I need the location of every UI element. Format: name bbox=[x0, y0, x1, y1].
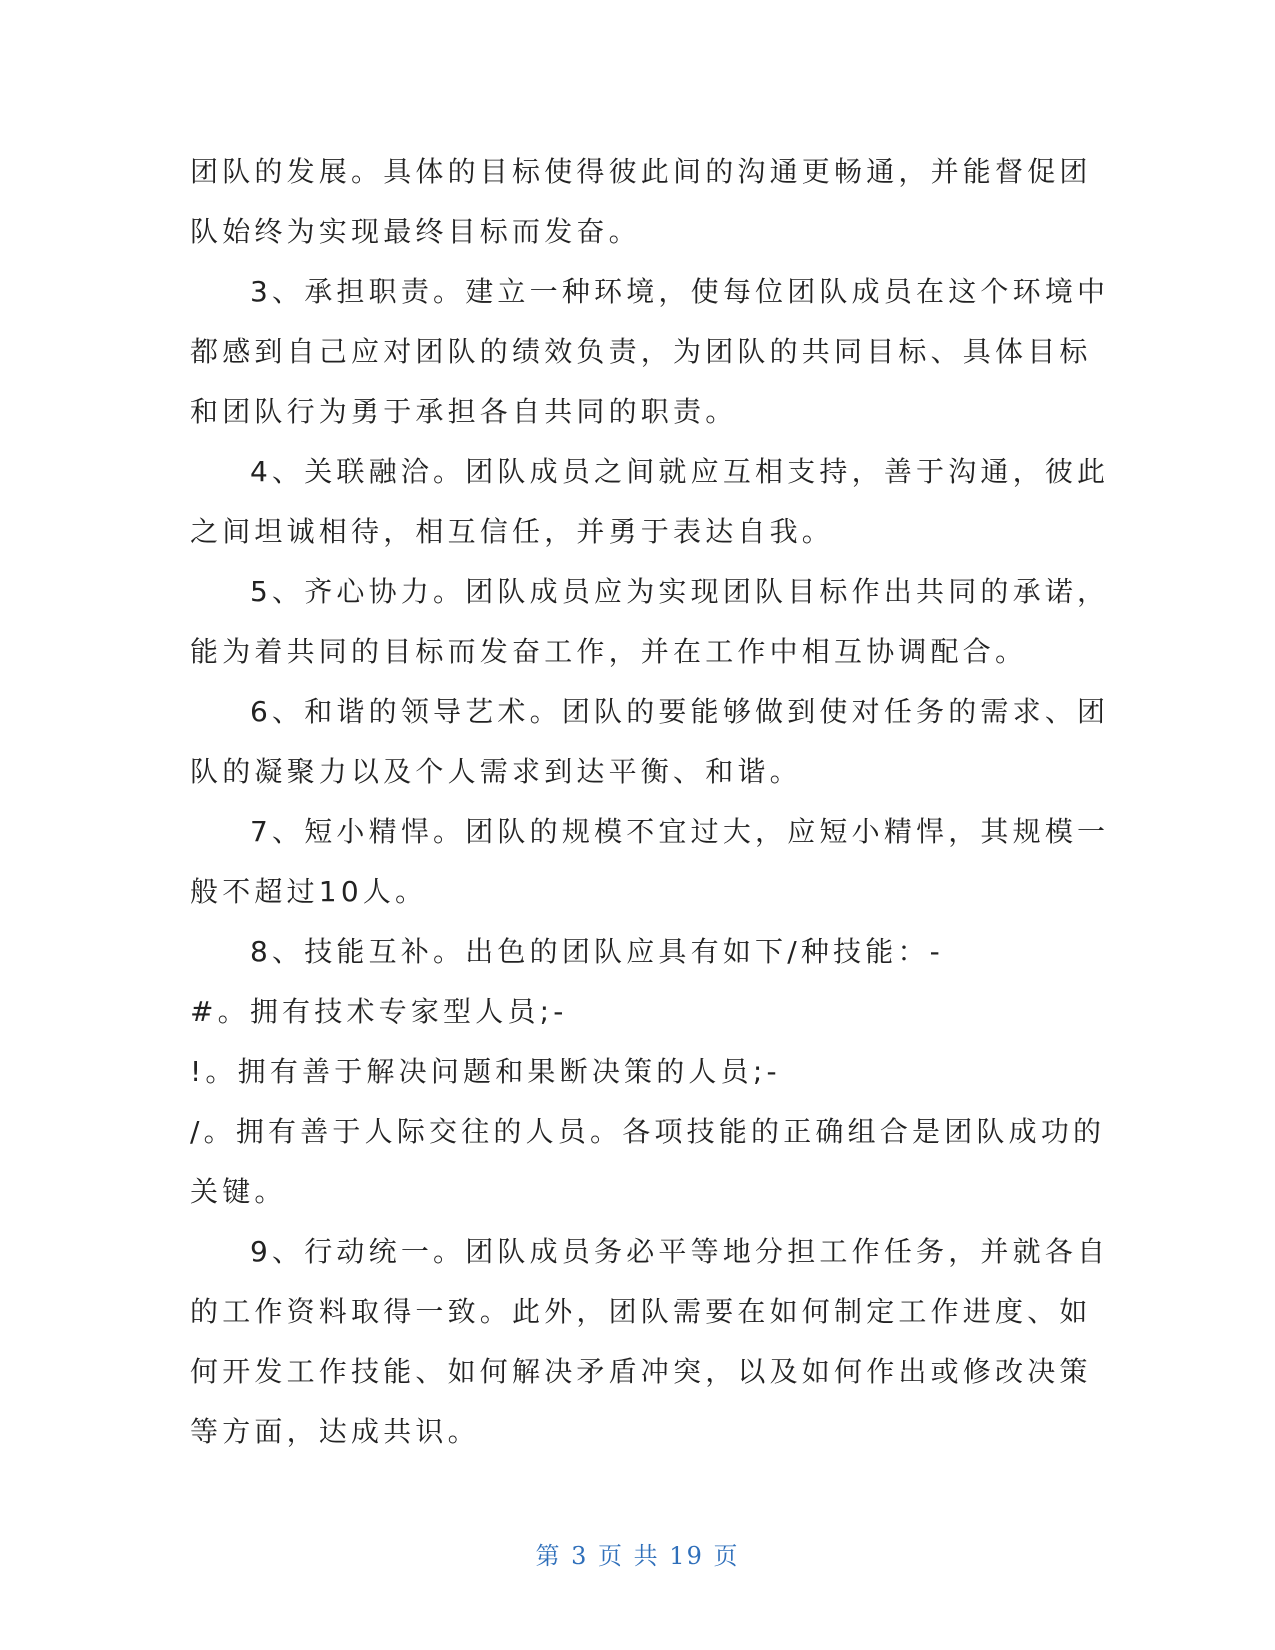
text-line: 等方面，达成共识。 bbox=[190, 1415, 480, 1448]
paragraph-first-line: 6、和谐的领导艺术。团队的要能够做到使对任务的需求、团 bbox=[250, 695, 1110, 728]
paragraph-first-line: 3、承担职责。建立一种环境，使每位团队成员在这个环境中 bbox=[250, 275, 1110, 308]
text-line: 都感到自己应对团队的绩效负责，为团队的共同目标、具体目标 bbox=[190, 335, 1092, 368]
text-line: !。拥有善于解决问题和果断决策的人员;- bbox=[190, 1055, 781, 1088]
paragraph-first-line: 8、技能互补。出色的团队应具有如下/种技能：- bbox=[250, 935, 944, 968]
text-line: 般不超过10人。 bbox=[190, 875, 428, 908]
paragraph-first-line: 7、短小精悍。团队的规模不宜过大，应短小精悍，其规模一 bbox=[250, 815, 1110, 848]
text-line: 和团队行为勇于承担各自共同的职责。 bbox=[190, 395, 738, 428]
text-line: 之间坦诚相待，相互信任，并勇于表达自我。 bbox=[190, 515, 835, 548]
paragraph-first-line: 5、齐心协力。团队成员应为实现团队目标作出共同的承诺， bbox=[250, 575, 1110, 608]
text-line: /。拥有善于人际交往的人员。各项技能的正确组合是团队成功的 bbox=[190, 1115, 1106, 1148]
paragraph-first-line: 9、行动统一。团队成员务必平等地分担工作任务，并就各自 bbox=[250, 1235, 1110, 1268]
text-line: 关键。 bbox=[190, 1175, 287, 1208]
text-line: 队始终为实现最终目标而发奋。 bbox=[190, 215, 641, 248]
text-line: 何开发工作技能、如何解决矛盾冲突，以及如何作出或修改决策 bbox=[190, 1355, 1092, 1388]
text-line: 能为着共同的目标而发奋工作，并在工作中相互协调配合。 bbox=[190, 635, 1028, 668]
text-line: 团队的发展。具体的目标使得彼此间的沟通更畅通，并能督促团 bbox=[190, 155, 1092, 188]
text-line: #。拥有技术专家型人员;- bbox=[190, 995, 568, 1028]
page-number-footer: 第 3 页 共 19 页 bbox=[535, 1542, 740, 1570]
text-line: 队的凝聚力以及个人需求到达平衡、和谐。 bbox=[190, 755, 802, 788]
body-text bbox=[190, 142, 1110, 1462]
text-line: 的工作资料取得一致。此外，团队需要在如何制定工作进度、如 bbox=[190, 1295, 1092, 1328]
paragraph-first-line: 4、关联融洽。团队成员之间就应互相支持，善于沟通，彼此 bbox=[250, 455, 1110, 488]
